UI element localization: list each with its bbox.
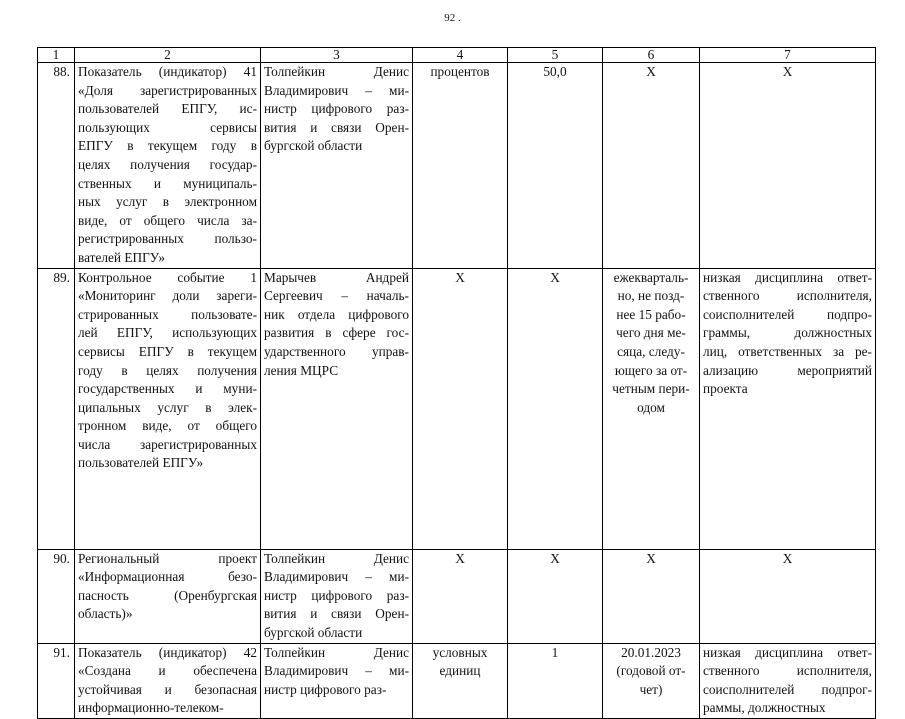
header-row — [38, 48, 876, 63]
cell-col-3 — [261, 63, 413, 269]
cell-line: «Мониторинг доли зареги- — [78, 288, 257, 304]
cell-line: ударственного управ- — [264, 343, 409, 359]
cell-line: лиц, ответственных за ре- — [703, 343, 872, 359]
cell-line: нистр цифрового раз- — [264, 587, 409, 603]
cell-col-5: 1 — [508, 643, 603, 718]
cell-col-5: Х — [508, 549, 603, 643]
cell-line: нее 15 рабо- — [616, 306, 686, 322]
cell-line: бургской области — [264, 624, 363, 640]
cell-line: Толпейкин Денис — [264, 644, 409, 660]
cell-line: Толпейкин Денис — [264, 550, 409, 566]
cell-col-2 — [75, 63, 261, 269]
cell-col-6 — [603, 643, 700, 718]
cell-col-7 — [700, 268, 876, 549]
column-number: 1 — [38, 48, 75, 63]
cell-col-2 — [75, 268, 261, 549]
cell-line: область)» — [78, 606, 133, 622]
cell-line: ственного исполнителя, — [703, 288, 872, 304]
cell-line: ежекварталь- — [613, 269, 689, 285]
cell-line: нистр цифрового раз- — [264, 681, 387, 697]
cell-col-4: условных единиц — [413, 643, 508, 718]
plan-table — [37, 47, 876, 719]
cell-line: вателей ЕПГУ» — [78, 249, 165, 265]
column-number: 5 — [508, 48, 603, 63]
cell-col-3 — [261, 549, 413, 643]
cell-line: целях получения государ- — [78, 156, 257, 172]
cell-col-2 — [75, 643, 261, 718]
cell-col-7 — [700, 63, 876, 269]
cell-line: пользователей ЕПГУ» — [78, 455, 204, 471]
cell-line: граммы, должностных — [703, 325, 872, 341]
cell-line: государственных и муни- — [78, 381, 257, 397]
cell-line: Показатель (индикатор) 41 — [78, 64, 257, 79]
cell-line: развития в сфере гос- — [264, 325, 409, 341]
column-number: 3 — [261, 48, 413, 63]
table-row — [38, 268, 876, 549]
cell-line: тронном виде, от общего — [78, 418, 257, 434]
cell-line: году в целях получения — [78, 362, 257, 378]
cell-line: «Информационная безо- — [78, 569, 257, 585]
row-number: 90. — [38, 549, 75, 643]
cell-line: лей ЕПГУ, использующих — [78, 325, 257, 341]
cell-line: ственного исполнителя, — [703, 663, 872, 679]
cell-line: ципальных услуг в элек- — [78, 399, 257, 415]
page-number: 92 . — [444, 12, 461, 24]
cell-line: 20.01.2023 — [621, 644, 681, 660]
cell-line: соисполнителей подпро- — [703, 306, 872, 322]
cell-col-6 — [603, 268, 700, 549]
cell-line: Х — [646, 64, 656, 79]
column-number: 4 — [413, 48, 508, 63]
cell-col-7 — [700, 643, 876, 718]
cell-line: Региональный проект — [78, 550, 257, 566]
cell-line: информационно-телеком- — [78, 700, 224, 716]
column-number: 7 — [700, 48, 876, 63]
row-number: 89. — [38, 268, 75, 549]
cell-line: ющего за от- — [614, 362, 688, 378]
cell-line: четным пери- — [612, 381, 690, 397]
cell-line: сяца, следу- — [617, 343, 685, 359]
cell-line: но, не позд- — [617, 288, 685, 304]
cell-line: одом — [637, 399, 665, 415]
column-number: 6 — [603, 48, 700, 63]
row-number: 88. — [38, 63, 75, 269]
cell-line: пользователей ЕПГУ, ис- — [78, 101, 257, 117]
cell-line: устойчивая и безопасная — [78, 681, 257, 697]
cell-line: чего дня ме- — [616, 325, 686, 341]
table-row — [38, 549, 876, 643]
cell-line: виде, от общего числа за- — [78, 212, 257, 228]
cell-line: Контрольное событие 1 — [78, 269, 257, 285]
column-number: 2 — [75, 48, 261, 63]
cell-line: раммы, должностных — [703, 700, 826, 716]
cell-line: ализацию мероприятий — [703, 362, 872, 378]
cell-line: Сергеевич – началь- — [264, 288, 409, 304]
cell-line: чет) — [639, 681, 663, 697]
table-row — [38, 643, 876, 718]
cell-line: бургской области — [264, 138, 363, 154]
cell-line: Х — [646, 550, 656, 566]
cell-line: ственных и муниципаль- — [78, 175, 257, 191]
cell-line: стрированных пользовате- — [78, 306, 257, 322]
cell-col-4: процентов — [413, 63, 508, 269]
cell-col-4: Х — [413, 268, 508, 549]
cell-line: соисполнителей подпрог- — [703, 681, 872, 697]
cell-line: (годовой от- — [616, 663, 686, 679]
cell-col-3 — [261, 643, 413, 718]
cell-line: регистрированных пользо- — [78, 231, 257, 247]
cell-col-4: Х — [413, 549, 508, 643]
cell-line: низкая дисциплина ответ- — [703, 269, 872, 285]
cell-line: ных услуг в электронном — [78, 194, 257, 210]
cell-line: Показатель (индикатор) 42 — [78, 644, 257, 660]
cell-line: вития и связи Орен- — [264, 606, 409, 622]
cell-line: вития и связи Орен- — [264, 119, 409, 135]
cell-line: Владимирович – ми- — [264, 569, 409, 585]
cell-line: проекта — [703, 381, 748, 397]
cell-line: Толпейкин Денис — [264, 64, 409, 79]
table-row — [38, 63, 876, 269]
cell-line: пасность (Оренбургская — [78, 587, 257, 603]
cell-col-2 — [75, 549, 261, 643]
cell-col-6 — [603, 549, 700, 643]
cell-line: ЕПГУ в текущем году в — [78, 138, 257, 154]
cell-line: числа зарегистрированных — [78, 436, 257, 452]
cell-line: ления МЦРС — [264, 362, 339, 378]
cell-line: нистр цифрового раз- — [264, 101, 409, 117]
cell-line: Х — [782, 550, 793, 566]
cell-line: «Доля зарегистрированных — [78, 82, 257, 98]
cell-col-3 — [261, 268, 413, 549]
cell-col-5: Х — [508, 268, 603, 549]
cell-col-5: 50,0 — [508, 63, 603, 269]
cell-col-7 — [700, 549, 876, 643]
cell-line: «Создана и обеспечена — [78, 663, 257, 679]
cell-col-6 — [603, 63, 700, 269]
cell-line: сервисы ЕПГУ в текущем — [78, 343, 257, 359]
cell-line: Х — [782, 64, 793, 79]
cell-line: Владимирович – ми- — [264, 663, 409, 679]
cell-line: Владимирович – ми- — [264, 82, 409, 98]
cell-line: Марычев Андрей — [264, 269, 409, 285]
cell-line: низкая дисциплина ответ- — [703, 644, 872, 660]
cell-line: ник отдела цифрового — [264, 306, 409, 322]
cell-line: пользующих сервисы — [78, 119, 257, 135]
row-number: 91. — [38, 643, 75, 718]
